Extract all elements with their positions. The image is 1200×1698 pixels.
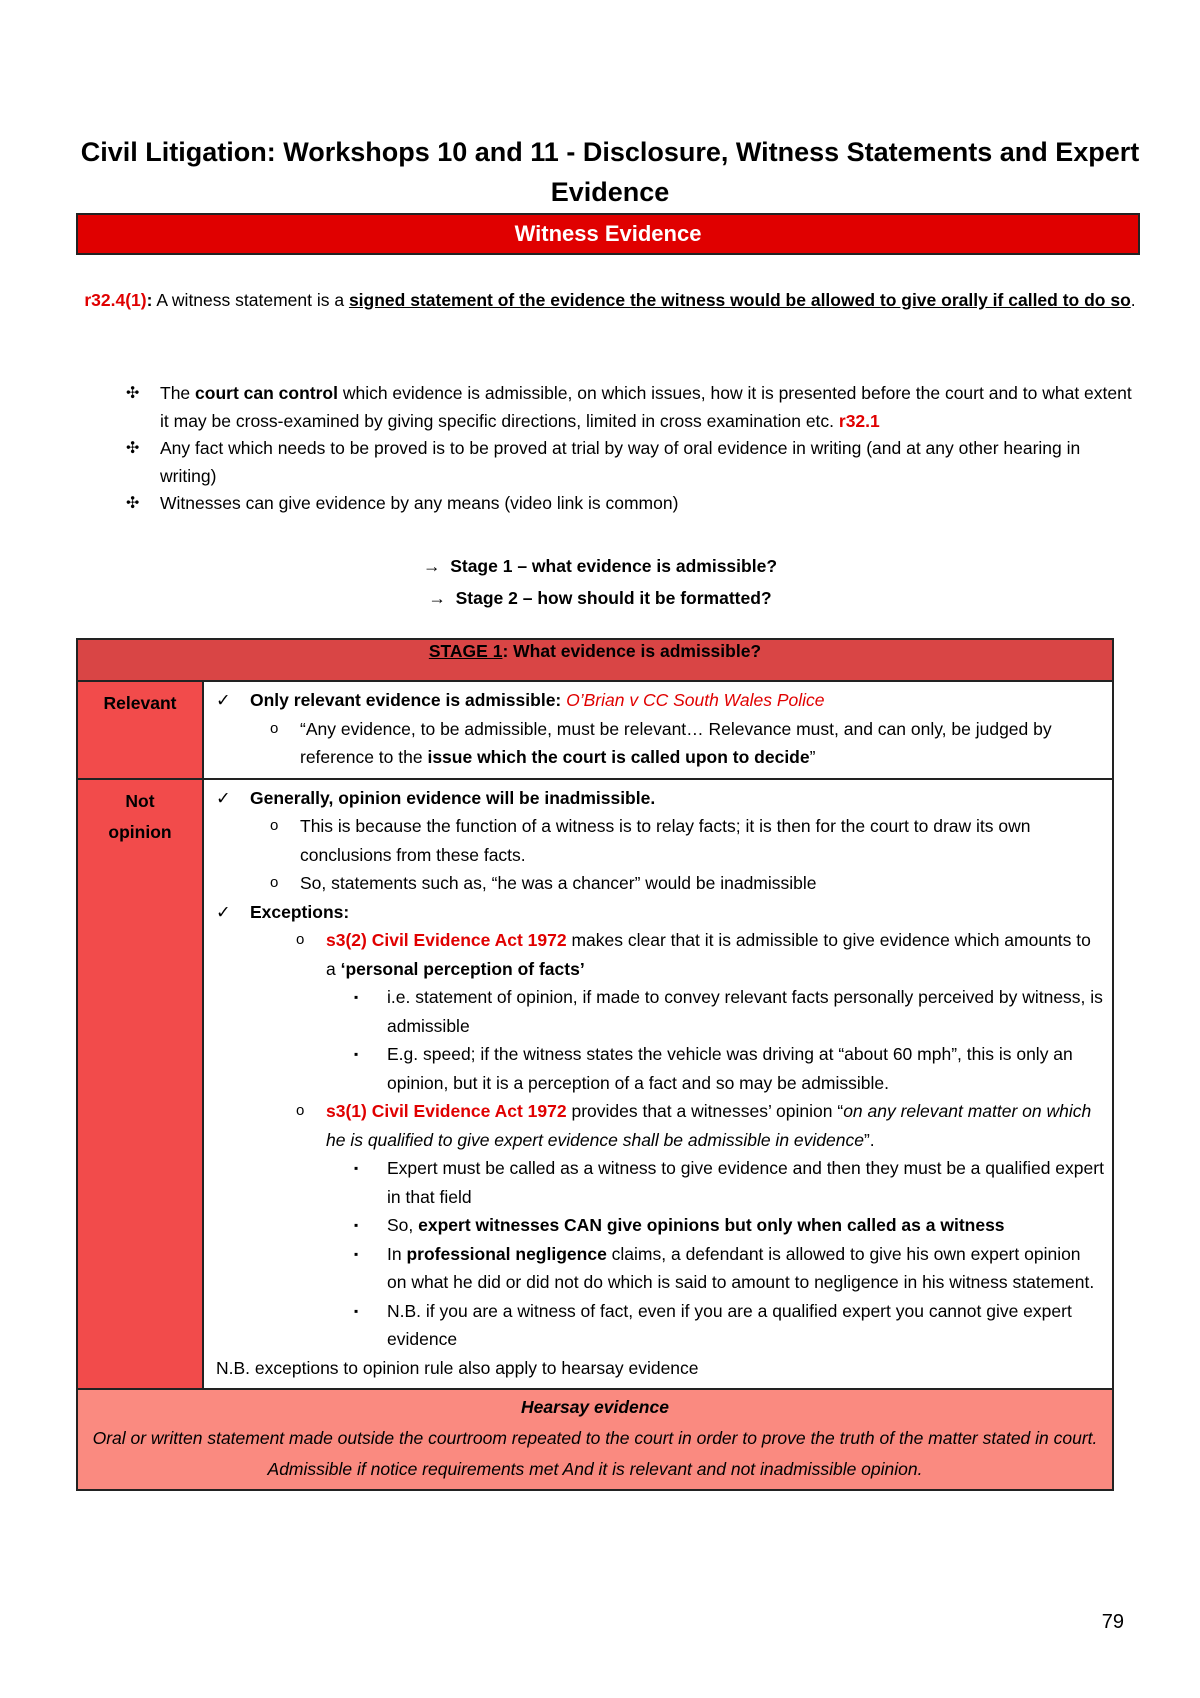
square-bullet-icon: ▪ bbox=[354, 990, 359, 1004]
rule-colon: : bbox=[146, 290, 153, 310]
arrow-right-icon: → bbox=[428, 588, 446, 608]
hearsay-definition: Oral or written statement made outside the courtroom repeated to the court in order to prove the truth of the matter stated in court. bbox=[92, 1428, 1098, 1448]
quote-italic: on any relevant matter on which he is qualified to give expert evidence shall be admissible in evidence bbox=[326, 1101, 1092, 1150]
square-bullet-icon: ▪ bbox=[354, 1303, 359, 1318]
item-text: i.e. statement of opinion, if made to convey relevant facts personally perceived by witness, is admissible bbox=[387, 987, 1103, 1036]
diamond-bullet-icon: ✣ bbox=[126, 495, 140, 512]
note-text: N.B. exceptions to opinion rule also apply to hearsay evidence bbox=[216, 1357, 699, 1378]
bullet-bold: court can control bbox=[195, 383, 338, 403]
text-bold: Exceptions: bbox=[250, 901, 350, 922]
case-reference: O’Brian v CC South Wales Police bbox=[566, 690, 825, 710]
table-header bbox=[77, 639, 1113, 681]
item-text: So, statements such as, “he was a chancer” would be inadmissible bbox=[300, 873, 817, 893]
text-bold: professional negligence bbox=[406, 1243, 607, 1264]
list-item bbox=[126, 490, 1136, 518]
check-icon: ✓ bbox=[216, 901, 231, 922]
statute-reference: s3(2) Civil Evidence Act 1972 bbox=[326, 930, 567, 950]
rule-text: A witness statement is a bbox=[152, 290, 349, 310]
section-banner: Witness Evidence bbox=[76, 213, 1140, 255]
stage-arrows bbox=[0, 550, 1200, 614]
hearsay-box bbox=[77, 1389, 1113, 1490]
item-text: In bbox=[387, 1243, 407, 1264]
rule-definition bbox=[80, 285, 1140, 316]
table-row bbox=[77, 681, 1113, 779]
header-text: : What evidence is admissible? bbox=[502, 641, 762, 661]
label-line: Not bbox=[125, 790, 155, 811]
item-text: E.g. speed; if the witness states the vehicle was driving at “about 60 mph”, this is only an opinion, but it is a perception of a fact and so may be admissible. bbox=[387, 1044, 1073, 1093]
rule-end: . bbox=[1130, 290, 1136, 310]
circle-bullet-icon: o bbox=[270, 874, 279, 891]
bullet-text: Witnesses can give evidence by any means (video link is common) bbox=[160, 493, 679, 513]
circle-bullet-icon: o bbox=[270, 719, 279, 737]
text-bold: Only relevant evidence is admissible: bbox=[250, 690, 567, 710]
bullet-reference: r32.1 bbox=[838, 410, 880, 431]
quote-end: ” bbox=[809, 747, 816, 767]
item-text: This is because the function of a witness is to relay facts; it is then for the court to draw its own conclusions from these facts. bbox=[300, 816, 1031, 865]
rule-underlined: signed statement of the evidence the witness would be allowed to give orally if called to do so bbox=[348, 290, 1131, 310]
page-title: Civil Litigation: Workshops 10 and 11 - Disclosure, Witness Statements and Expert Evidence bbox=[80, 137, 1140, 207]
check-icon: ✓ bbox=[216, 690, 231, 710]
item-text: So, bbox=[387, 1215, 419, 1235]
page-number: 79 bbox=[1101, 1611, 1124, 1633]
stage-1-table bbox=[76, 638, 1114, 1491]
header-stage: STAGE 1 bbox=[428, 641, 503, 661]
check-icon: ✓ bbox=[216, 787, 231, 808]
item-text: claims, a defendant is allowed to give his own expert opinion on what he did or did not do which is said to amount to negligence in his witness statement. bbox=[387, 1243, 1095, 1292]
stage-2-text: Stage 2 – how should it be formatted? bbox=[455, 588, 772, 608]
stage-1-text: Stage 1 – what evidence is admissible? bbox=[450, 556, 778, 576]
diamond-bullet-icon: ✣ bbox=[126, 385, 140, 402]
row-label-opinion bbox=[77, 779, 203, 1390]
rule-reference: r32.4(1) bbox=[84, 290, 147, 310]
bullet-text: The bbox=[160, 383, 196, 403]
statute-reference: s3(1) Civil Evidence Act 1972 bbox=[326, 1101, 567, 1121]
square-bullet-icon: ▪ bbox=[354, 1218, 359, 1232]
label-line: opinion bbox=[108, 821, 172, 842]
circle-bullet-icon: o bbox=[296, 931, 305, 948]
square-bullet-icon: ▪ bbox=[354, 1246, 359, 1261]
item-text: Expert must be called as a witness to give evidence and then they must be a qualified expert in that field bbox=[387, 1158, 1104, 1207]
square-bullet-icon: ▪ bbox=[354, 1047, 359, 1061]
text-bold: Generally, opinion evidence will be inadmissible. bbox=[250, 787, 656, 808]
table-row bbox=[77, 779, 1113, 1390]
stage-1-line bbox=[0, 550, 1200, 582]
hearsay-admissibility: Admissible if notice requirements met And it is relevant and not inadmissible opinion. bbox=[267, 1459, 923, 1479]
quote-bold: issue which the court is called upon to decide bbox=[427, 747, 810, 767]
text-bold: expert witnesses CAN give opinions but only when called as a witness bbox=[418, 1215, 1005, 1235]
row-label-relevant: Relevant bbox=[77, 681, 203, 779]
list-item bbox=[126, 380, 1136, 435]
bullet-text: Any fact which needs to be proved is to be proved at trial by way of oral evidence in writing (and at any other hearing in writing) bbox=[160, 438, 1081, 486]
item-text: N.B. if you are a witness of fact, even if you are a qualified expert you cannot give expert evidence bbox=[387, 1300, 1072, 1349]
item-text: provides that a witnesses’ opinion “ bbox=[566, 1101, 844, 1121]
diamond-bullet-icon: ✣ bbox=[126, 440, 140, 457]
circle-bullet-icon: o bbox=[296, 1102, 305, 1119]
hearsay-title: Hearsay evidence bbox=[521, 1397, 669, 1417]
text-bold: ‘personal perception of facts’ bbox=[340, 958, 585, 979]
arrow-right-icon: → bbox=[422, 556, 441, 576]
quote-text: “Any evidence, to be admissible, must be relevant… Relevance must, and can only, be judged by reference to the bbox=[300, 718, 1052, 767]
list-item bbox=[126, 435, 1136, 490]
bullet-list bbox=[126, 380, 1136, 518]
row-content-relevant bbox=[203, 681, 1113, 779]
bullet-text: which evidence is admissible, on which issues, how it is presented before the court and to what extent it may be cross-examined by giving specific directions, limited in cross examination etc. bbox=[160, 383, 1132, 431]
item-text: ”. bbox=[863, 1129, 875, 1150]
circle-bullet-icon: o bbox=[270, 817, 279, 834]
item-text: makes clear that it is admissible to give evidence which amounts to a bbox=[326, 930, 1091, 979]
square-bullet-icon: ▪ bbox=[354, 1161, 359, 1175]
row-content-opinion bbox=[203, 779, 1113, 1390]
stage-2-line bbox=[0, 582, 1200, 614]
